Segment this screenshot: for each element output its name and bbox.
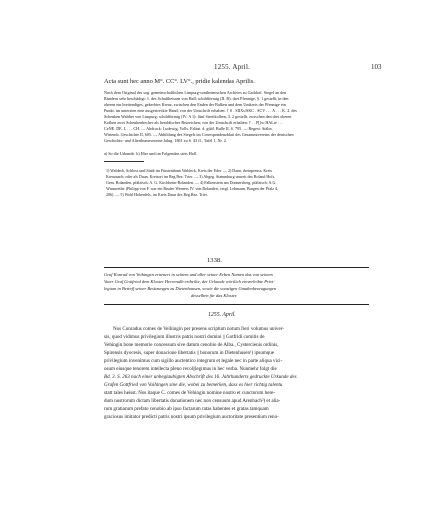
footnote-line: Gem. Bolanden, pfälzisch: A. G. Kirchheim-Bolanden. — 4) Falkenstein am Donnersberg, pfälzisch: A.G. bbox=[106, 180, 277, 185]
source-note-line: Punkt, im untersten eine ausgestreckte Hand; von der Umschrift erhalten: † S . SIIXs/SKC . SCV . . . A . . . K. 2. des bbox=[104, 108, 297, 113]
body-line: dum nostrorum dictam libertatis donationem nec non censuum apud Arenbach²) et alia- bbox=[104, 398, 281, 404]
source-note-line: Rändern sehr beschädigt: 1. des Schultheissen von Hall: schildförmig (II. B): drei Pfennige, §. 1 gestellt, in den bbox=[104, 96, 289, 101]
regest-top-rule bbox=[104, 267, 369, 268]
regest-line: desselben für das Kloster. bbox=[191, 293, 238, 298]
body-line: Vehingin bone memorie concessum sive datum cenobio de Alba., Cystercienis ordinis, bbox=[104, 342, 279, 348]
footnote-line: 1) Waldeck, Schloss und Stadt im Fürstenthum Waldeck, Kreis der Eder. — 2) Daun, rheinpreuss. Kreis bbox=[106, 168, 273, 173]
source-note-line: Wirtemb. Geschichte II, 605. — Abbildung des Siegels im Correspondenzblatt des Gesammtvereins der deutschen bbox=[104, 132, 294, 137]
body-line: privilegium invenimus cum sigillo auctentico integrum et legale nec in parte aliqua vici- bbox=[104, 358, 283, 364]
text-variants: a) So die Urkunde. b) Hier und im Folgenden stets Hall. bbox=[104, 151, 197, 156]
body-line: sis, quod vidimus privilegium illustris patris nostri domini || Gotfridi comitis de bbox=[104, 334, 265, 340]
body-line: Grafen Gottfried von Vaihingen sine die, wobei zu bemerken, dass es hier richtig talentu bbox=[104, 382, 283, 388]
page-number: 103 bbox=[371, 63, 382, 71]
closing-formula: Acta sunt hec anno M°. CC°. LV°., pridie kalendas Aprilis. bbox=[104, 78, 255, 85]
regest-line: Vater Graf Gottfried dem Kloster Herrenalb ertheilte, der Urkunde wörtlich einverleibte Privi- bbox=[104, 279, 275, 284]
footnote-line: 206). — 5) Wohl Hohenfels, im Kreis Daun des Reg.Bez. Trier. bbox=[106, 192, 208, 197]
source-note-line: Schenken Walther von Limpurg: schildförmig (IV. A 1): fünf Streitkolben, 3. 2 gestellt, zwischen den drei oberen bbox=[104, 114, 292, 119]
regest-line: Graf Konrad von Veihingen erneuert in seinem und aller seiner Erben Namen das von seinem bbox=[104, 272, 273, 277]
source-note-line: CeNE. DE. L . . . CH. — Abdruck: Ludewig, Volls. Erläut. d. güld. Bulle II, S. 795. — Regest: Stälin, bbox=[104, 126, 273, 131]
footnote-divider bbox=[104, 161, 144, 162]
body-line: Spirensis dyocesis, super donacione libertatis || bonorum in Dietenhusen¹) ipsumque bbox=[104, 350, 275, 356]
body-line: rum gratiarum prefato cenobio ab ipso factarum ratas habentes et gratas tamquam bbox=[104, 406, 269, 412]
body-line: Nos Conradus comes de Veihingin per presens scriptum notum fieri volumus univer- bbox=[113, 326, 284, 332]
source-note-line: Geschichts- und Alterthumsvereine Jahrg. 1861 zu S. 43 ff., Tafel 1, Nr. 2. bbox=[104, 138, 227, 143]
regest-bottom-rule bbox=[104, 304, 369, 305]
regest-line: legium in Betreff seiner Besitzungen zu Dietenhausen, sowie die sonstigen Gnadenbezeugungen bbox=[104, 286, 277, 291]
document-number: 1338. bbox=[207, 257, 222, 264]
body-line: Bd. 3. S. 263 nach einer unbeglaubigten Abschrift des 16. Jahrhunderts gedruckte Urkunde des bbox=[104, 374, 297, 380]
running-header-year: 1255. April. bbox=[214, 63, 251, 71]
footnote-line: Kreuznach; oder als Daun, Kreisort im Reg.Bez. Trier. — 3) Abgeg. Stammburg unweit des Boland Hofs, bbox=[106, 174, 276, 179]
body-line: osum eiusque tenorem intellecta pleno recol||legimus in hec verba. Nunmehr folgt die bbox=[104, 366, 277, 372]
source-note-line: oberen ein breitendiges, gekerbtes Kreuz, zwischen den Enden der Balken und dem Umkreis der Pfennige ein bbox=[104, 102, 286, 107]
body-line: graciosus imitator predicti patris nostri ipsum privilegium auctoritate presentium reno- bbox=[104, 414, 279, 420]
footnote-line: Winnweiler (Philipp von F. war ein Bruder Werners IV. von Bolanden, vergl. Lehmann, Burgen der Pfalz 4, bbox=[106, 186, 278, 191]
body-line: statt tales heisst. Nos itaque C. comes de Vehingin nomine nostro et cunctorum here- bbox=[104, 390, 276, 396]
source-note-line: Kolben zwei Schenkenbecher als heraldisches Beizeichen; von der Umschrift erhalten: † . . P[]w:HALie . . . bbox=[104, 120, 284, 125]
dateline: 1255. April. bbox=[208, 312, 236, 318]
source-note-line: Nach dem Original des sog. gemeinschaftlichen Limpurg-sontheimischen Archives zu Gaildorf. Siegel an den bbox=[104, 90, 287, 95]
